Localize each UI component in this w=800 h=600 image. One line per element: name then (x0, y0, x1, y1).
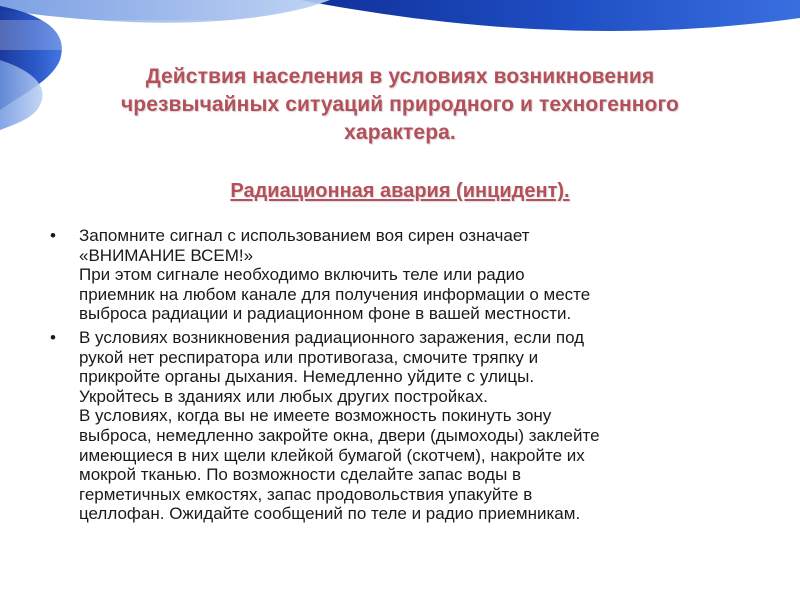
bullet-list (47, 226, 765, 528)
bullet-line: В условиях возникновения радиационного заражения, если под (79, 327, 585, 347)
bullet-line: прикройте органы дыхания. Немедленно уйдите с улицы. (79, 367, 535, 387)
bullet-line: герметичных емкостях, запас продовольствия упакуйте в (79, 484, 533, 504)
bullet-line: выброса, немедленно закройте окна, двери (дымоходы) заклейте (79, 425, 600, 445)
bullet-line: приемник на любом канале для получения информации о месте (79, 284, 591, 304)
bullet-line: Запомните сигнал с использованием воя сирен означает (79, 226, 530, 245)
bullet-line: целлофан. Ожидайте сообщений по теле и радио приемникам. (79, 504, 581, 524)
bullet-item (47, 328, 765, 524)
title-line: Действия населения в условиях возникновения (145, 65, 655, 88)
bullet-dot-icon: • (50, 226, 56, 245)
title-line: чрезвычайных ситуаций природного и техногенного (121, 93, 679, 116)
top-wave-light (0, 0, 330, 23)
bullet-line: выброса радиации и радиационном фоне в вашей местности. (79, 304, 572, 324)
bullet-line: В условиях, когда вы не имеете возможность покинуть зону (79, 406, 552, 426)
bullet-line: Укройтесь в зданиях или любых других постройках. (79, 386, 488, 406)
bullet-dot-icon: • (50, 327, 56, 347)
bullet-line: мокрой тканью. По возможности сделайте запас воды в (79, 465, 522, 485)
slide-subtitle: Радиационная авария (инцидент). (230, 180, 570, 202)
bullet-line: имеющиеся в них щели клейкой бумагой (скотчем), накройте их (79, 445, 585, 465)
slide-title (40, 63, 760, 147)
bullet-line: «ВНИМАНИЕ ВСЕМ!» (79, 245, 254, 265)
title-line: характера. (344, 121, 456, 144)
bullet-line: При этом сигнале необходимо включить теле или радио (79, 265, 525, 285)
bullet-item (47, 226, 765, 324)
bullet-line: рукой нет респиратора или противогаза, смочите тряпку и (79, 347, 539, 367)
